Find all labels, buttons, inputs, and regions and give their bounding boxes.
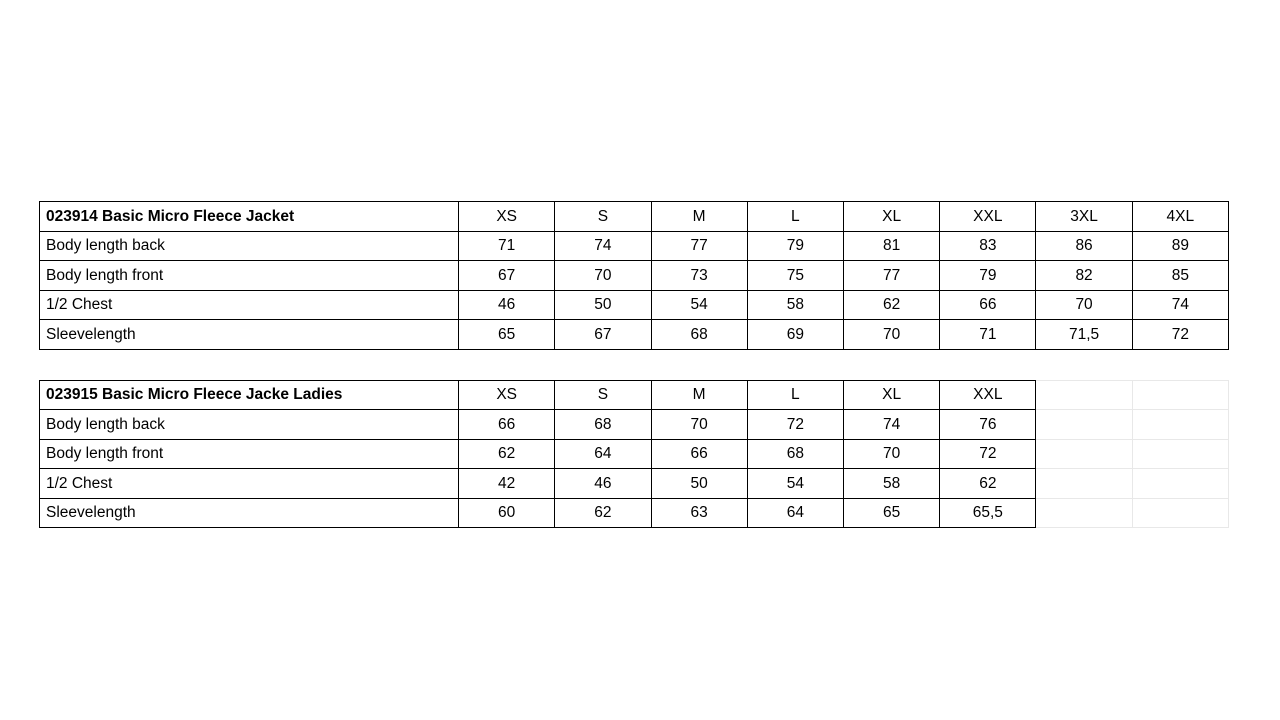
size-header-cell: S	[555, 202, 651, 232]
size-header-cell: XS	[459, 202, 555, 232]
size-header-cell-empty	[1132, 380, 1228, 410]
measurement-value: 65	[843, 498, 939, 528]
table-row	[40, 498, 1229, 528]
size-header-cell: M	[651, 202, 747, 232]
measurement-value: 50	[555, 290, 651, 320]
measurement-label: Sleevelength	[40, 498, 459, 528]
measurement-value: 42	[459, 469, 555, 499]
measurement-value: 65,5	[940, 498, 1036, 528]
measurement-label: 1/2 Chest	[40, 290, 459, 320]
size-header-cell: XL	[843, 202, 939, 232]
measurement-value: 70	[843, 439, 939, 469]
size-header-cell-empty	[1036, 380, 1132, 410]
measurement-value: 46	[555, 469, 651, 499]
measurement-value: 77	[651, 231, 747, 261]
table-header-row	[40, 202, 1229, 232]
measurement-label: Sleevelength	[40, 320, 459, 350]
size-header-cell: 3XL	[1036, 202, 1132, 232]
measurement-value: 66	[651, 439, 747, 469]
size-header-cell: L	[747, 202, 843, 232]
measurement-label: Body length front	[40, 261, 459, 291]
measurement-value: 75	[747, 261, 843, 291]
measurement-value: 70	[651, 410, 747, 440]
measurement-value: 70	[1036, 290, 1132, 320]
size-header-cell: M	[651, 380, 747, 410]
measurement-value: 68	[651, 320, 747, 350]
measurement-value: 58	[747, 290, 843, 320]
table-row	[40, 410, 1229, 440]
measurement-value: 67	[555, 320, 651, 350]
measurement-value: 64	[747, 498, 843, 528]
measurement-value: 82	[1036, 261, 1132, 291]
size-header-cell: XS	[459, 380, 555, 410]
size-charts-container	[39, 201, 1229, 528]
measurement-value: 74	[843, 410, 939, 440]
measurement-value: 69	[747, 320, 843, 350]
measurement-value: 79	[940, 261, 1036, 291]
measurement-value: 81	[843, 231, 939, 261]
measurement-value: 65	[459, 320, 555, 350]
measurement-value: 62	[555, 498, 651, 528]
table-title: 023915 Basic Micro Fleece Jacke Ladies	[40, 380, 459, 410]
measurement-value: 71,5	[1036, 320, 1132, 350]
measurement-value: 60	[459, 498, 555, 528]
table-row	[40, 261, 1229, 291]
size-header-cell: XL	[843, 380, 939, 410]
measurement-value: 72	[747, 410, 843, 440]
measurement-value: 89	[1132, 231, 1228, 261]
measurement-value-empty	[1132, 498, 1228, 528]
size-header-cell: S	[555, 380, 651, 410]
measurement-value: 79	[747, 231, 843, 261]
measurement-value: 85	[1132, 261, 1228, 291]
measurement-value: 70	[843, 320, 939, 350]
measurement-label: 1/2 Chest	[40, 469, 459, 499]
measurement-value: 54	[747, 469, 843, 499]
measurement-value: 62	[843, 290, 939, 320]
table-row	[40, 231, 1229, 261]
measurement-value: 73	[651, 261, 747, 291]
measurement-value: 62	[940, 469, 1036, 499]
measurement-value: 77	[843, 261, 939, 291]
table-row	[40, 469, 1229, 499]
measurement-value: 71	[940, 320, 1036, 350]
measurement-value: 72	[940, 439, 1036, 469]
measurement-value-empty	[1036, 410, 1132, 440]
measurement-value: 63	[651, 498, 747, 528]
measurement-value: 67	[459, 261, 555, 291]
measurement-value: 66	[940, 290, 1036, 320]
measurement-value: 74	[555, 231, 651, 261]
measurement-value: 68	[747, 439, 843, 469]
size-header-cell: XXL	[940, 380, 1036, 410]
measurement-value: 70	[555, 261, 651, 291]
measurement-value: 50	[651, 469, 747, 499]
size-table-ladies-jacket	[39, 380, 1229, 529]
measurement-value-empty	[1036, 439, 1132, 469]
table-row	[40, 439, 1229, 469]
table-header-row	[40, 380, 1229, 410]
measurement-value: 74	[1132, 290, 1228, 320]
table-title: 023914 Basic Micro Fleece Jacket	[40, 202, 459, 232]
measurement-value: 72	[1132, 320, 1228, 350]
measurement-value: 54	[651, 290, 747, 320]
measurement-value: 83	[940, 231, 1036, 261]
measurement-value-empty	[1132, 410, 1228, 440]
measurement-value-empty	[1132, 469, 1228, 499]
measurement-label: Body length back	[40, 410, 459, 440]
measurement-value-empty	[1132, 439, 1228, 469]
measurement-value: 71	[459, 231, 555, 261]
table-row	[40, 320, 1229, 350]
measurement-value: 76	[940, 410, 1036, 440]
measurement-value: 68	[555, 410, 651, 440]
size-header-cell: XXL	[940, 202, 1036, 232]
size-header-cell: L	[747, 380, 843, 410]
measurement-value: 64	[555, 439, 651, 469]
measurement-value-empty	[1036, 469, 1132, 499]
size-table-mens-jacket	[39, 201, 1229, 350]
table-gap	[39, 350, 1229, 380]
measurement-value: 46	[459, 290, 555, 320]
table-row	[40, 290, 1229, 320]
measurement-label: Body length back	[40, 231, 459, 261]
measurement-value: 86	[1036, 231, 1132, 261]
size-header-cell: 4XL	[1132, 202, 1228, 232]
measurement-value: 58	[843, 469, 939, 499]
measurement-label: Body length front	[40, 439, 459, 469]
measurement-value: 62	[459, 439, 555, 469]
measurement-value: 66	[459, 410, 555, 440]
measurement-value-empty	[1036, 498, 1132, 528]
